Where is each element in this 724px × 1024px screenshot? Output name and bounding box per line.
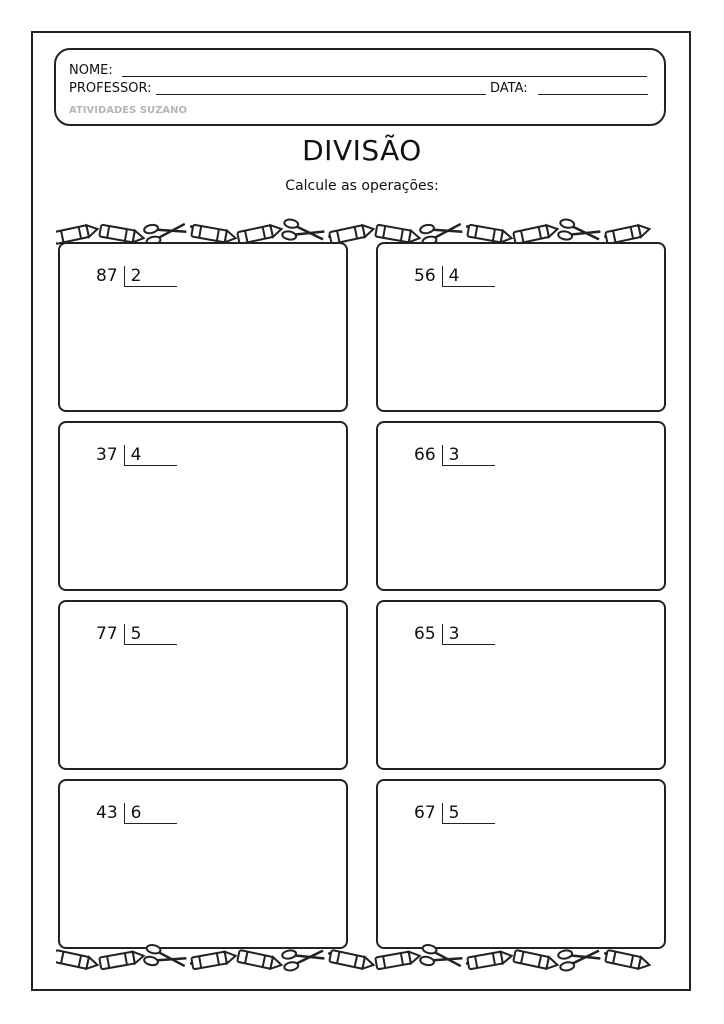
division-exercise-box[interactable] <box>58 600 348 770</box>
dividend: 43 <box>96 803 118 823</box>
instructions: Calcule as operações: <box>285 178 439 194</box>
crayon-icon <box>513 223 559 244</box>
division-operation <box>414 445 495 466</box>
division-operation <box>96 803 177 824</box>
crayon-icon <box>329 223 375 244</box>
crayon-icon <box>605 223 651 244</box>
crayon-icon <box>99 950 144 969</box>
crayon-icon <box>375 950 420 969</box>
divisor: 6 <box>124 803 177 824</box>
dividend: 66 <box>414 445 436 465</box>
division-operation <box>96 266 177 287</box>
dividend: 37 <box>96 445 118 465</box>
crayon-icon <box>237 223 283 244</box>
dividend: 77 <box>96 624 118 644</box>
crayon-icon <box>467 950 512 969</box>
crayon-icon <box>605 950 651 971</box>
dividend: 65 <box>414 624 436 644</box>
divisor: 4 <box>442 266 495 287</box>
date-field-line[interactable] <box>538 94 648 95</box>
date-label: DATA: <box>490 81 528 96</box>
division-exercise-box[interactable] <box>376 600 666 770</box>
crayon-icon <box>56 223 99 244</box>
division-operation <box>414 266 495 287</box>
division-operation <box>414 624 495 645</box>
crayon-icon <box>513 950 559 971</box>
division-exercise-box[interactable] <box>376 779 666 949</box>
division-exercise-box[interactable] <box>58 242 348 412</box>
professor-label: PROFESSOR: <box>69 81 152 96</box>
crayon-icon <box>56 950 99 971</box>
page-title: DIVISÃO <box>302 134 422 167</box>
student-info-box <box>54 48 666 126</box>
divisor: 5 <box>442 803 495 824</box>
divisor: 3 <box>442 445 495 466</box>
professor-field-line[interactable] <box>156 94 486 95</box>
dividend: 67 <box>414 803 436 823</box>
division-exercise-box[interactable] <box>376 242 666 412</box>
crayon-scissors-border-bottom <box>56 938 670 978</box>
watermark-text: ATIVIDADES SUZANO <box>69 105 188 116</box>
divisor: 4 <box>124 445 177 466</box>
division-operation <box>96 624 177 645</box>
dividend: 87 <box>96 266 118 286</box>
divisor: 2 <box>124 266 177 287</box>
name-field-line[interactable] <box>122 76 647 77</box>
divisor: 5 <box>124 624 177 645</box>
scissors-icon <box>558 943 613 972</box>
divisor: 3 <box>442 624 495 645</box>
dividend: 56 <box>414 266 436 286</box>
crayon-icon <box>329 950 375 971</box>
scissors-icon <box>282 943 337 972</box>
crayon-icon <box>191 950 236 969</box>
crayon-icon <box>237 950 283 971</box>
division-exercise-box[interactable] <box>58 779 348 949</box>
division-operation <box>414 803 495 824</box>
division-operation <box>96 445 177 466</box>
division-exercise-box[interactable] <box>58 421 348 591</box>
division-exercise-box[interactable] <box>376 421 666 591</box>
name-label: NOME: <box>69 63 113 78</box>
